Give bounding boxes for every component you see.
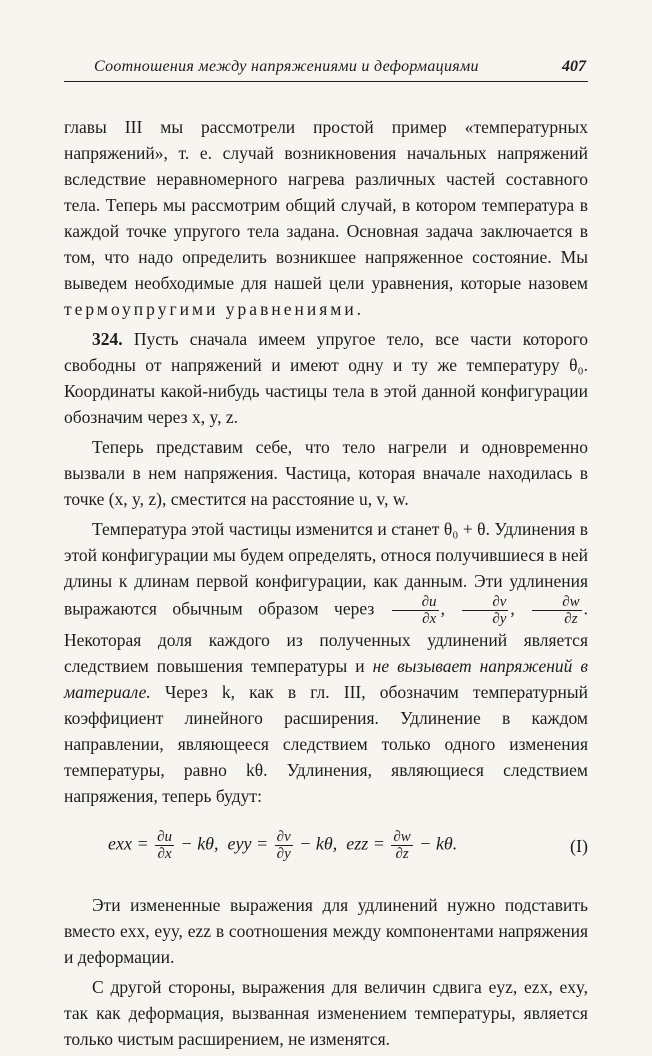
equation-body: exx = $\frac{\partial u}{\partial x}$ − kθ, eyy = $\frac{\partial v}{\partial y}$ − kθ, ezz = $\frac{\partial w}{\partial z}$ − kθ. (108, 829, 458, 862)
body-text (64, 114, 588, 1052)
italic-emphasis: не вызывает напряжений в материале. (64, 656, 589, 702)
running-title: Соотношения между напряжениями и деформациями (94, 58, 479, 75)
paragraph-4: Температура этой частицы изменится и станет θ₀ + θ. Удлинения в этой конфигурации мы будем определять, относя получившиеся в ней длины к длинам первой конфигурации, как данным. Эти удлинения выражаются обычным образом через $\frac{\partial u}{\partial x}$ , $\frac{\partial v}{\partial y}$ , $\frac{\partial w}{\partial z}$ . Некоторая доля каждого из полученных удлинений является следствием повышения температуры и не вызывает напряжений в материале. Через k, как в гл. III, обозначим температурный коэффициент линейного расширения. Удлинение в каждом направлении, являющееся следствием только одного изменения температуры, равно kθ. Удлинения, являющиеся следствием напряжения, теперь будут: (64, 519, 589, 806)
fraction-dw-dz: $\frac{\partial w}{\partial z}$ (532, 594, 581, 627)
paragraph-6: С другой стороны, выражения для величин сдвига eyz, ezx, exy, так как деформация, вызванная изменением температуры, является только чистым расширением, не изменятся. (64, 977, 588, 1049)
spaced-term: термоупругими уравнениями. (64, 299, 365, 319)
section-number: 324. (92, 329, 123, 349)
book-page (64, 58, 588, 1056)
header-rule (64, 81, 588, 82)
paragraph-5: Эти измененные выражения для удлинений нужно подставить вместо exx, eyy, ezz в соотношения между компонентами напряжения и деформации. (64, 895, 588, 967)
fraction-du-dx: $\frac{\partial u}{\partial x}$ (392, 594, 439, 627)
paragraph-3: Теперь представим себе, что тело нагрели и одновременно вызвали в нем напряжения. Частица, которая вначале находилась в точке (x, y, z), сместится на расстояние u, v, w. (64, 437, 588, 509)
running-header (64, 58, 588, 76)
eq-frac-1: $\frac{\partial u}{\partial x}$ (157, 829, 173, 862)
eq-frac-2: $\frac{\partial v}{\partial y}$ (276, 829, 291, 862)
paragraph-1: главы III мы рассмотрели простой пример «температурных напряжений», т. е. случай возникновения начальных напряжений вследствие неравномерного нагрева различных частей составного тела. Теперь мы рассмотрим общий случай, в котором температура в каждой точке упругого тела задана. Основная задача заключается в том, что надо определить возникшее напряженное состояние. Мы выведем необходимые для нашей цели уравнения, которые назовем термоупругими уравнениями. (64, 117, 588, 319)
eq-frac-3: $\frac{\partial w}{\partial z}$ (393, 829, 411, 862)
equation-I (64, 829, 588, 862)
equation-label: (I) (570, 835, 588, 856)
fraction-dv-dy: $\frac{\partial v}{\partial y}$ (462, 594, 508, 627)
paragraph-2: 324. Пусть сначала имеем упругое тело, все части которого свободны от напряжений и имеют одну и ту же температуру θ₀. Координаты какой-нибудь частицы тела в этой данной конфигурации обозначим через x, y, z. (64, 329, 589, 427)
page-number: 407 (562, 58, 586, 75)
